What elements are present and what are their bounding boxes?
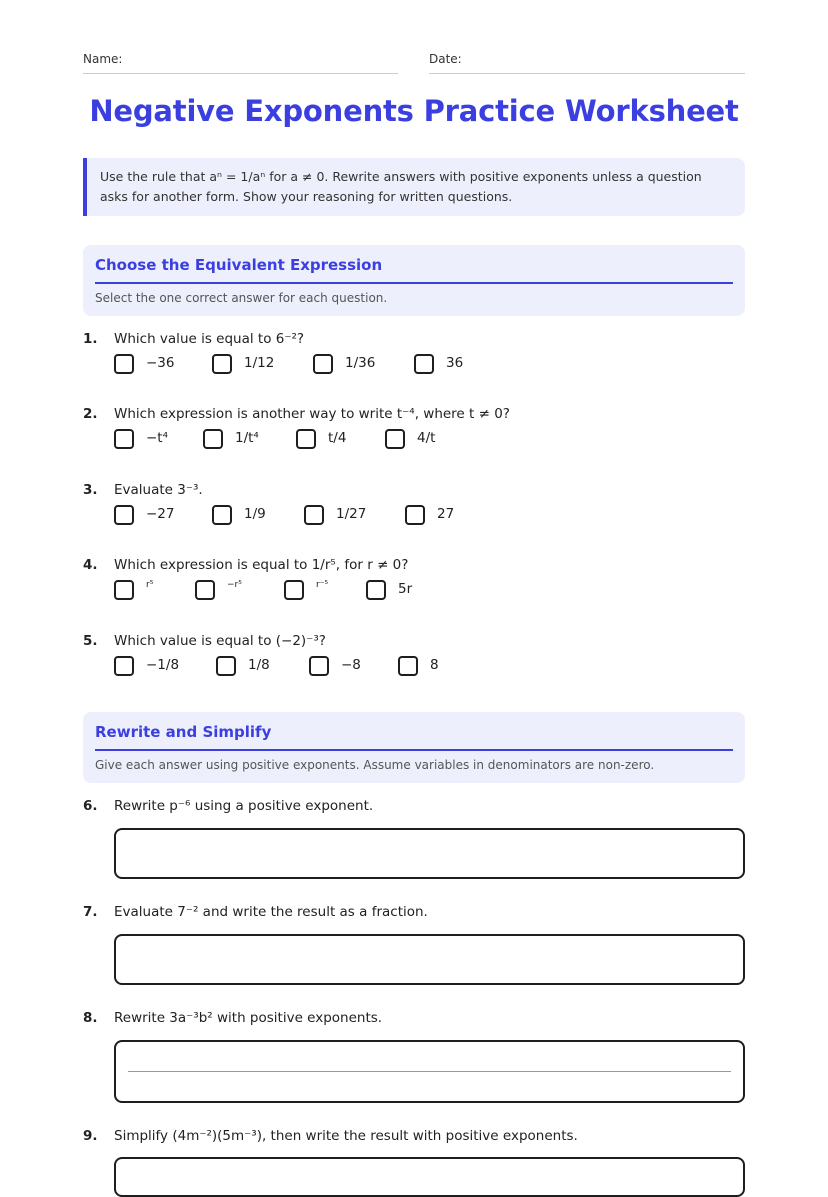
choice-label: 1/t⁴	[235, 430, 259, 446]
checkbox[interactable]	[195, 580, 215, 600]
section-subtitle: Select the one correct answer for each question.	[95, 291, 388, 305]
question-text: Rewrite p⁻⁶ using a positive exponent.	[114, 798, 374, 814]
checkbox[interactable]	[114, 429, 134, 449]
section-title: Choose the Equivalent Expression	[95, 245, 733, 284]
question-text: Evaluate 3⁻³.	[114, 482, 203, 498]
date-label: Date:	[429, 52, 462, 66]
choice-label: 5r	[398, 581, 413, 597]
question-text: Which expression is another way to write t⁻⁴, where t ≠ 0?	[114, 406, 510, 422]
choice-label: −36	[146, 355, 175, 371]
question-number: 2.	[83, 406, 98, 422]
answer-box[interactable]	[114, 934, 745, 985]
answer-box[interactable]	[114, 1040, 745, 1103]
choice-label: 36	[446, 355, 464, 371]
checkbox[interactable]	[114, 656, 134, 676]
question-number: 3.	[83, 482, 98, 498]
question-number: 7.	[83, 904, 98, 920]
section-title: Rewrite and Simplify	[95, 712, 733, 751]
choice-label: r⁵	[146, 580, 154, 590]
worksheet-title: Negative Exponents Practice Worksheet	[89, 94, 739, 128]
question-number: 9.	[83, 1128, 98, 1144]
choice-label: r⁻⁵	[316, 580, 329, 590]
checkbox[interactable]	[296, 429, 316, 449]
name-label: Name:	[83, 52, 123, 66]
checkbox[interactable]	[414, 354, 434, 374]
choice-label: −1/8	[146, 657, 180, 673]
checkbox[interactable]	[385, 429, 405, 449]
choice-label: 1/8	[248, 657, 270, 673]
question-number: 1.	[83, 331, 98, 347]
question-text: Rewrite 3a⁻³b² with positive exponents.	[114, 1010, 383, 1026]
name-field[interactable]	[83, 52, 398, 74]
choice-label: t/4	[328, 430, 347, 446]
choice-label: 1/27	[336, 506, 367, 522]
question-number: 5.	[83, 633, 98, 649]
checkbox[interactable]	[313, 354, 333, 374]
checkbox[interactable]	[216, 656, 236, 676]
section-subtitle: Give each answer using positive exponents. Assume variables in denominators are non-zero.	[95, 758, 655, 772]
checkbox[interactable]	[284, 580, 304, 600]
section-choose-equivalent	[83, 245, 745, 316]
choice-label: 27	[437, 506, 455, 522]
checkbox[interactable]	[114, 505, 134, 525]
question-number: 8.	[83, 1010, 98, 1026]
answer-box[interactable]	[114, 828, 745, 879]
question-text: Which value is equal to 6⁻²?	[114, 331, 305, 347]
checkbox[interactable]	[304, 505, 324, 525]
checkbox[interactable]	[366, 580, 386, 600]
answer-box[interactable]	[114, 1157, 745, 1197]
answer-line	[128, 1071, 731, 1072]
question-text: Evaluate 7⁻² and write the result as a fraction.	[114, 904, 428, 920]
checkbox[interactable]	[203, 429, 223, 449]
instructions-text: Use the rule that aⁿ = 1/aⁿ for a ≠ 0. Rewrite answers with positive exponents unless a question asks for another form. Show your reasoning for written questions.	[100, 169, 702, 204]
header-fields	[83, 52, 745, 74]
checkbox[interactable]	[212, 354, 232, 374]
checkbox[interactable]	[309, 656, 329, 676]
checkbox[interactable]	[212, 505, 232, 525]
question-number: 4.	[83, 557, 98, 573]
checkbox[interactable]	[114, 354, 134, 374]
question-text: Simplify (4m⁻²)(5m⁻³), then write the result with positive exponents.	[114, 1128, 578, 1144]
choice-label: 1/9	[244, 506, 266, 522]
checkbox[interactable]	[398, 656, 418, 676]
question-text: Which expression is equal to 1/r⁵, for r ≠ 0?	[114, 557, 409, 573]
question-number: 6.	[83, 798, 98, 814]
choice-label: −r⁵	[227, 580, 242, 590]
instructions-box	[83, 158, 745, 216]
question-text: Which value is equal to (−2)⁻³?	[114, 633, 326, 649]
choice-label: −27	[146, 506, 175, 522]
choice-label: 4/t	[417, 430, 436, 446]
checkbox[interactable]	[114, 580, 134, 600]
choice-label: −t⁴	[146, 430, 169, 446]
choice-label: 8	[430, 657, 439, 673]
choice-label: −8	[341, 657, 361, 673]
choice-label: 1/12	[244, 355, 275, 371]
choice-label: 1/36	[345, 355, 376, 371]
section-rewrite-simplify	[83, 712, 745, 783]
date-field[interactable]	[429, 52, 745, 74]
checkbox[interactable]	[405, 505, 425, 525]
